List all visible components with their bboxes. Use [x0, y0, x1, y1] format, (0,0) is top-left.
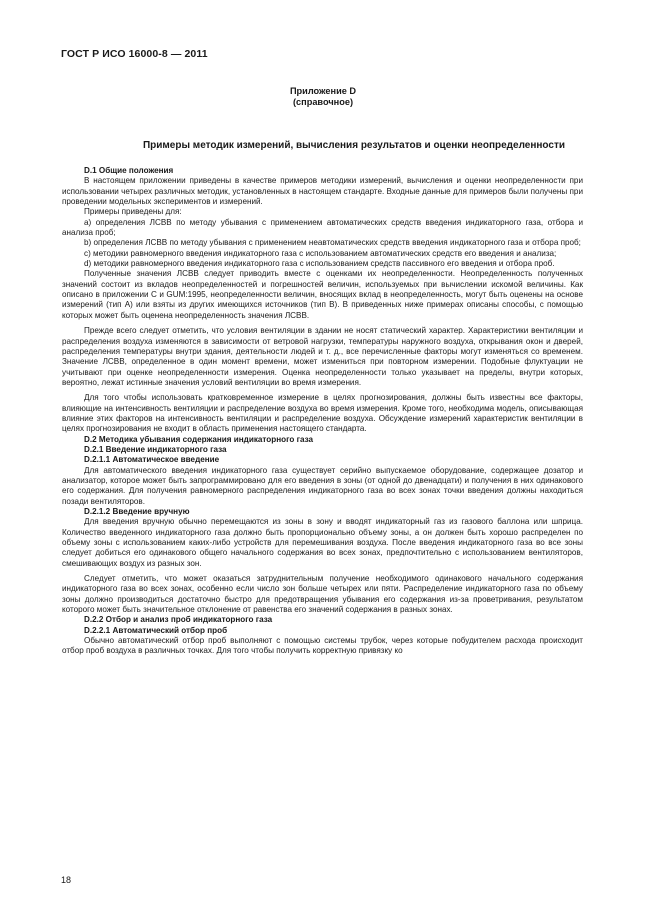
- section-heading: D.2.2.1 Автоматический отбор проб: [84, 625, 228, 635]
- paragraph: c) методики равномерного введения индикаторного газа с использованием автоматических средств его введения и анализа;: [84, 248, 557, 258]
- section-heading: D.2 Методика убывания содержания индикаторного газа: [84, 434, 314, 444]
- appendix-note: (справочное): [292, 97, 353, 107]
- body-text: [62, 166, 583, 657]
- paragraph: а) определения ЛСВВ по методу убывания с применением автоматических средств введения индикаторного газа, отбора и анализа проб;: [62, 217, 583, 238]
- section-heading: D.1 Общие положения: [84, 166, 174, 175]
- section-title: Примеры методик измерений, вычисления результатов и оценки неопределенности: [142, 140, 566, 151]
- section-heading: D.2.1.2 Введение вручную: [84, 507, 190, 516]
- section-heading: D.2.1 Введение индикаторного газа: [84, 444, 227, 454]
- paragraph: Примеры приведены для:: [84, 207, 182, 217]
- paragraph: Для того чтобы использовать кратковременное измерение в целях прогнозирования, должны быть известны все факторы, влияющие на интенсивность вентиляции и распределение воздуха во время измерения. Кроме того, необходима модель, описывающая влияние этих факторов на интенсивность вентиляции и распределение воздуха. Обсуждение измерений характеристик вентиляции в целях прогнозирования не входит в область применения настоящего стандарта.: [62, 393, 583, 434]
- section-heading: D.2.1.1 Автоматическое введение: [84, 455, 220, 465]
- paragraph: d) методики равномерного введения индикаторного газа с использованием средств пассивного его введения и отбора проб.: [84, 259, 555, 269]
- paragraph: Прежде всего следует отметить, что условия вентиляции в здании не носят статический характер. Характеристики вентиляции и распределения воздуха изменяются в зависимости от ветровой нагрузки, температуры наружного воздуха, открывания окон и дверей, распределения температуры внутри здания, деятельности людей и т. д., все перечисленные факторы могут изменяться со временем. Значение ЛСВВ, определенное в один момент времени, может измениться при повторном измерении. Подобные флуктуации не учитывают при оценке неопределенности измерения. Оценка неопределенности только указывает на пределы, внутри которых, вероятно, лежат истинные значения условий вентиляции во время измерения.: [62, 326, 583, 387]
- paragraph: Для автоматического введения индикаторного газа существует серийно выпускаемое оборудование, содержащее дозатор и анализатор, которое может быть запрограммировано для его введения в зоны (от одной до двенадцати) и получения в них одинакового его содержания. Для получения равномерного распределения индикаторного газа во всех зонах точки введения должны находиться позади вентиляторов.: [62, 465, 583, 506]
- page-number: 18: [61, 875, 72, 885]
- paragraph: Для введения вручную обычно перемещаются из зоны в зону и вводят индикаторный газ из газового баллона или шприца. Количество введенного индикаторного газа должно быть пропорционально объему зоны, а он должен быть хорошо распределен по объему зоны с использованием каких-либо устройств для перемешивания воздуха. После введения индикаторного газа во все зоны следует добиться его одинакового общего начального содержания во всех зонах, предпочтительно с использованием вентиляторов, смешивающих воздух из разных зон.: [62, 517, 583, 568]
- appendix-label: Приложение D: [289, 86, 357, 96]
- paragraph: Следует отметить, что может оказаться затруднительным получение необходимого одинакового начального содержания индикаторного газа во всех зонах, особенно если число зон больше четырех или пяти. Распределение индикаторного газа по объему зоны должно производиться достаточно быстро для предотвращения убывания его содержания из-за проветривания, результатом которого может быть значительное отклонение от равенства его значений содержания в разных зонах.: [62, 574, 583, 615]
- paragraph: b) определения ЛСВВ по методу убывания с применением неавтоматических средств введения индикаторного газа и отбора проб;: [84, 238, 581, 248]
- paragraph: В настоящем приложении приведены в качестве примеров методики измерений, вычисления и оценки неопределенности при использовании четырех различных методик, установленных в настоящем стандарте. Входные данные для примеров были получены при проведении модельных экспериментов и измерений.: [62, 176, 583, 207]
- standard-header: ГОСТ Р ИСО 16000-8 — 2011: [61, 48, 208, 60]
- paragraph: Полученные значения ЛСВВ следует приводить вместе с оценками их неопределенности. Неопределенность полученных значений состоит из вкладов неопределенностей и погрешностей величин, используемых при вычислении искомой величины. Как описано в приложении С и GUM:1995, неопределенности величин, вносящих вклад в неопределенность, могут быть оценены на основе измерений (тип А) или взяты из других имеющихся источников (тип В). В приведенных ниже примерах описаны способы, с помощью которых может быть оценена неопределенность значения ЛСВВ.: [62, 269, 583, 320]
- paragraph: Обычно автоматический отбор проб выполняют с помощью системы трубок, через которые побудителем расхода происходит отбор проб воздуха в различных точках. Для того чтобы получить корректную привязку ко: [62, 636, 583, 656]
- section-heading: D.2.2 Отбор и анализ проб индикаторного газа: [84, 615, 273, 625]
